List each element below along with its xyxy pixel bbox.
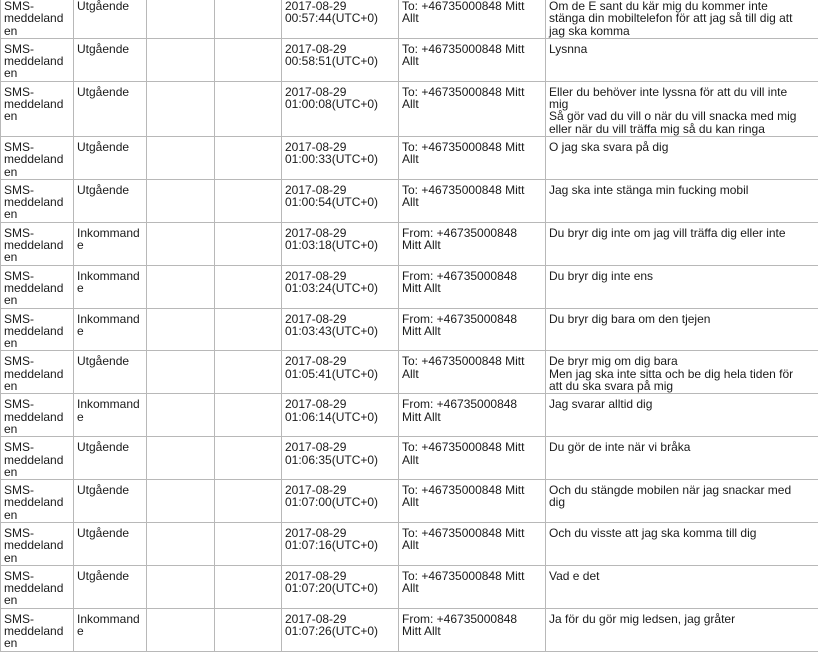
direction-cell: Utgående — [74, 480, 147, 523]
message-body-cell: Lysnna — [546, 38, 818, 81]
empty-cell — [147, 179, 215, 222]
party-cell: To: +46735000848 Mitt Allt — [399, 437, 546, 480]
message-row — [1, 351, 818, 394]
empty-cell — [147, 351, 215, 394]
empty-cell — [147, 222, 215, 265]
timestamp-cell: 2017-08-29 01:00:33(UTC+0) — [282, 136, 399, 179]
timestamp-cell: 2017-08-29 00:57:44(UTC+0) — [282, 0, 399, 38]
direction-cell: Utgående — [74, 81, 147, 136]
timestamp-cell: 2017-08-29 01:07:26(UTC+0) — [282, 608, 399, 651]
empty-cell — [215, 308, 282, 351]
timestamp-cell: 2017-08-29 01:00:08(UTC+0) — [282, 81, 399, 136]
empty-cell — [147, 522, 215, 565]
empty-cell — [215, 437, 282, 480]
message-body-cell: Jag svarar alltid dig — [546, 394, 818, 437]
empty-cell — [215, 394, 282, 437]
empty-cell — [147, 136, 215, 179]
message-body-cell: De bryr mig om dig bara Men jag ska inte sitta och be dig hela tiden för att du ska svara på mig — [546, 351, 818, 394]
empty-cell — [215, 222, 282, 265]
empty-cell — [147, 565, 215, 608]
message-body-cell: Och du stängde mobilen när jag snackar med dig — [546, 480, 818, 523]
message-type-cell: SMS- meddeland en — [1, 351, 74, 394]
message-type-cell: SMS- meddeland en — [1, 136, 74, 179]
message-row — [1, 437, 818, 480]
party-cell: From: +46735000848 Mitt Allt — [399, 265, 546, 308]
direction-cell: Utgående — [74, 565, 147, 608]
empty-cell — [147, 394, 215, 437]
direction-cell: Utgående — [74, 437, 147, 480]
message-type-cell: SMS- meddeland en — [1, 608, 74, 651]
message-body-cell: Eller du behöver inte lyssna för att du vill inte mig Så gör vad du vill o när du vill snacka med mig eller när du vill träffa mig så du kan ringa — [546, 81, 818, 136]
empty-cell — [147, 81, 215, 136]
timestamp-cell: 2017-08-29 01:03:18(UTC+0) — [282, 222, 399, 265]
party-cell: To: +46735000848 Mitt Allt — [399, 179, 546, 222]
empty-cell — [147, 308, 215, 351]
timestamp-cell: 2017-08-29 01:03:24(UTC+0) — [282, 265, 399, 308]
party-cell: To: +46735000848 Mitt Allt — [399, 565, 546, 608]
timestamp-cell: 2017-08-29 01:06:14(UTC+0) — [282, 394, 399, 437]
message-type-cell: SMS- meddeland en — [1, 437, 74, 480]
message-type-cell: SMS- meddeland en — [1, 179, 74, 222]
message-row — [1, 522, 818, 565]
empty-cell — [215, 565, 282, 608]
empty-cell — [215, 38, 282, 81]
message-type-cell: SMS- meddeland en — [1, 222, 74, 265]
direction-cell: Inkommand e — [74, 222, 147, 265]
direction-cell: Inkommand e — [74, 308, 147, 351]
message-table-body — [1, 0, 818, 651]
empty-cell — [147, 608, 215, 651]
message-type-cell: SMS- meddeland en — [1, 308, 74, 351]
message-row — [1, 608, 818, 651]
message-row — [1, 565, 818, 608]
empty-cell — [215, 265, 282, 308]
message-row — [1, 480, 818, 523]
message-row — [1, 81, 818, 136]
message-type-cell: SMS- meddeland en — [1, 265, 74, 308]
direction-cell: Inkommand e — [74, 608, 147, 651]
message-row — [1, 394, 818, 437]
message-type-cell: SMS- meddeland en — [1, 38, 74, 81]
timestamp-cell: 2017-08-29 01:06:35(UTC+0) — [282, 437, 399, 480]
party-cell: From: +46735000848 Mitt Allt — [399, 608, 546, 651]
message-row — [1, 222, 818, 265]
party-cell: To: +46735000848 Mitt Allt — [399, 480, 546, 523]
timestamp-cell: 2017-08-29 01:03:43(UTC+0) — [282, 308, 399, 351]
message-body-cell: Jag ska inte stänga min fucking mobil — [546, 179, 818, 222]
direction-cell: Utgående — [74, 38, 147, 81]
message-body-cell: Ja för du gör mig ledsen, jag gråter — [546, 608, 818, 651]
direction-cell: Utgående — [74, 351, 147, 394]
empty-cell — [147, 480, 215, 523]
party-cell: From: +46735000848 Mitt Allt — [399, 308, 546, 351]
empty-cell — [215, 480, 282, 523]
empty-cell — [215, 81, 282, 136]
message-body-cell: Om de E sant du kär mig du kommer inte stänga din mobiltelefon för att jag så till dig att jag ska komma — [546, 0, 818, 38]
timestamp-cell: 2017-08-29 01:07:16(UTC+0) — [282, 522, 399, 565]
timestamp-cell: 2017-08-29 01:07:00(UTC+0) — [282, 480, 399, 523]
message-row — [1, 38, 818, 81]
party-cell: To: +46735000848 Mitt Allt — [399, 0, 546, 38]
party-cell: From: +46735000848 Mitt Allt — [399, 222, 546, 265]
timestamp-cell: 2017-08-29 01:07:20(UTC+0) — [282, 565, 399, 608]
message-type-cell: SMS- meddeland en — [1, 522, 74, 565]
message-row — [1, 179, 818, 222]
message-type-cell: SMS- meddeland en — [1, 565, 74, 608]
timestamp-cell: 2017-08-29 01:05:41(UTC+0) — [282, 351, 399, 394]
party-cell: To: +46735000848 Mitt Allt — [399, 136, 546, 179]
direction-cell: Utgående — [74, 179, 147, 222]
message-body-cell: Du gör de inte när vi bråka — [546, 437, 818, 480]
message-type-cell: SMS- meddeland en — [1, 480, 74, 523]
message-body-cell: Och du visste att jag ska komma till dig — [546, 522, 818, 565]
party-cell: To: +46735000848 Mitt Allt — [399, 81, 546, 136]
direction-cell: Inkommand e — [74, 394, 147, 437]
empty-cell — [147, 265, 215, 308]
message-type-cell: SMS- meddeland en — [1, 0, 74, 38]
message-body-cell: Du bryr dig inte ens — [546, 265, 818, 308]
party-cell: To: +46735000848 Mitt Allt — [399, 351, 546, 394]
direction-cell: Utgående — [74, 0, 147, 38]
party-cell: From: +46735000848 Mitt Allt — [399, 394, 546, 437]
empty-cell — [215, 136, 282, 179]
empty-cell — [147, 0, 215, 38]
message-body-cell: Du bryr dig bara om den tjejen — [546, 308, 818, 351]
empty-cell — [147, 38, 215, 81]
timestamp-cell: 2017-08-29 01:00:54(UTC+0) — [282, 179, 399, 222]
empty-cell — [147, 437, 215, 480]
empty-cell — [215, 179, 282, 222]
party-cell: To: +46735000848 Mitt Allt — [399, 522, 546, 565]
message-row — [1, 308, 818, 351]
empty-cell — [215, 0, 282, 38]
message-body-cell: Du bryr dig inte om jag vill träffa dig eller inte — [546, 222, 818, 265]
direction-cell: Inkommand e — [74, 265, 147, 308]
direction-cell: Utgående — [74, 522, 147, 565]
message-body-cell: O jag ska svara på dig — [546, 136, 818, 179]
empty-cell — [215, 351, 282, 394]
message-row — [1, 265, 818, 308]
empty-cell — [215, 522, 282, 565]
message-row — [1, 136, 818, 179]
empty-cell — [215, 608, 282, 651]
message-body-cell: Vad e det — [546, 565, 818, 608]
message-type-cell: SMS- meddeland en — [1, 394, 74, 437]
message-type-cell: SMS- meddeland en — [1, 81, 74, 136]
timestamp-cell: 2017-08-29 00:58:51(UTC+0) — [282, 38, 399, 81]
message-row — [1, 0, 818, 38]
direction-cell: Utgående — [74, 136, 147, 179]
party-cell: To: +46735000848 Mitt Allt — [399, 38, 546, 81]
